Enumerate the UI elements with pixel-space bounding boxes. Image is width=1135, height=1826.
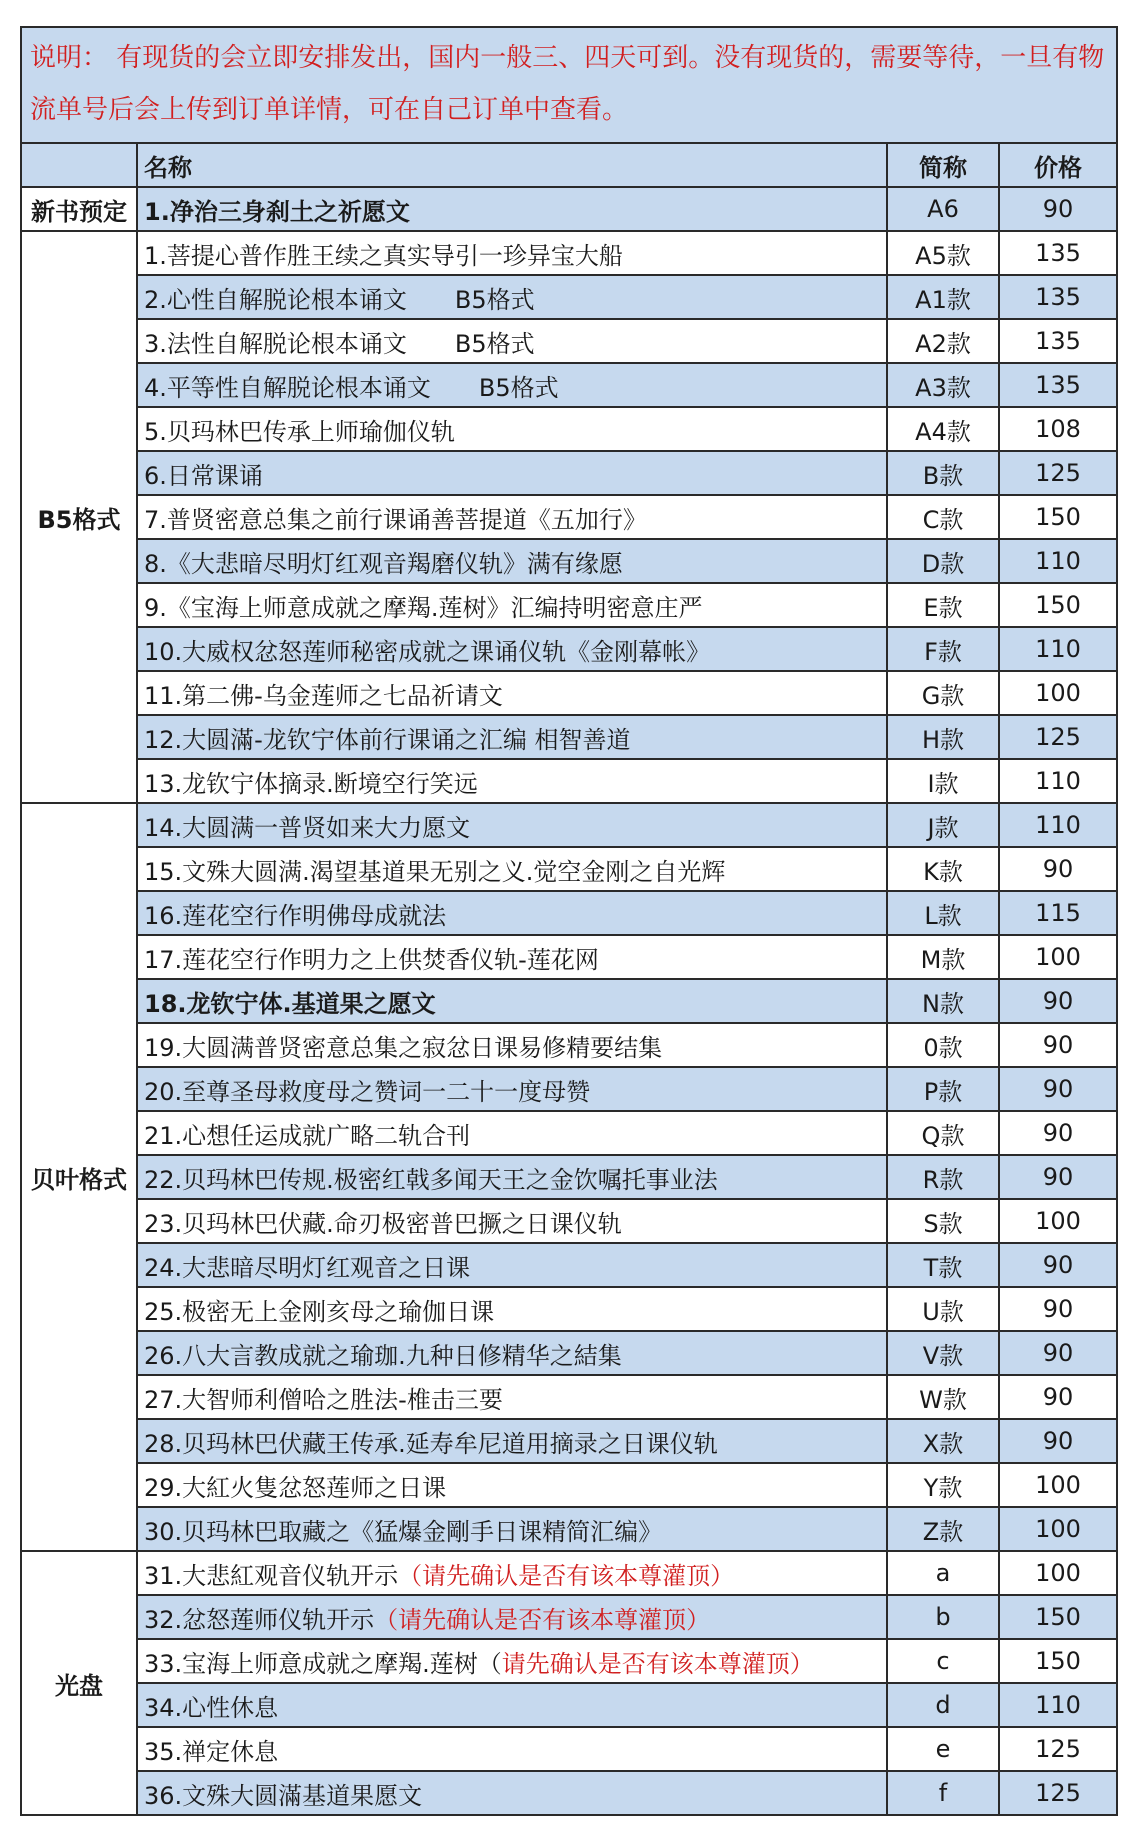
table-row [21,627,1117,671]
item-name: 22.贝玛林巴传规.极密红戟多闻天王之金饮嘱托事业法 [144,1165,718,1194]
item-format: B5格式 [454,285,535,314]
table-row [21,407,1117,451]
item-name-cell [137,1111,887,1155]
item-name: 3.法性自解脱论根本诵文 [144,329,407,358]
item-name-cell [137,847,887,891]
table-row [21,1595,1117,1639]
item-price: 90 [999,1419,1117,1463]
item-name-cell [137,803,887,847]
header-category [21,143,137,187]
table-row [21,847,1117,891]
table-row [21,539,1117,583]
category-cell: 新书预定 [21,187,137,231]
item-code: D款 [887,539,999,583]
item-price: 135 [999,231,1117,275]
item-code: M款 [887,935,999,979]
item-name-cell [137,1595,887,1639]
empowerment-warning: （请先确认是否有该本尊灌顶） [398,1561,735,1590]
item-code: W款 [887,1375,999,1419]
item-price: 90 [999,1111,1117,1155]
item-name-cell [137,935,887,979]
item-price: 90 [999,1067,1117,1111]
item-price: 150 [999,583,1117,627]
item-name-cell [137,891,887,935]
item-price: 125 [999,715,1117,759]
item-price: 125 [999,1727,1117,1771]
item-code: K款 [887,847,999,891]
item-name: 30.贝玛林巴取藏之《猛爆金剛手日课精简汇编》 [144,1517,663,1546]
item-name: 26.八大言教成就之瑜珈.九种日修精华之結集 [144,1341,622,1370]
item-name-cell [137,1155,887,1199]
table-row [21,715,1117,759]
item-code: A2款 [887,319,999,363]
item-price: 115 [999,891,1117,935]
item-code: T款 [887,1243,999,1287]
item-code: c [887,1639,999,1683]
empowerment-warning: 请先确认是否有该本尊灌顶） [501,1649,814,1678]
item-price: 90 [999,979,1117,1023]
item-code: A5款 [887,231,999,275]
item-name: 4.平等性自解脱论根本诵文 [144,373,431,402]
header-name: 名称 [137,143,887,187]
item-price: 90 [999,1375,1117,1419]
table-row [21,1287,1117,1331]
item-name-cell [137,1287,887,1331]
item-price: 125 [999,451,1117,495]
item-code: I款 [887,759,999,803]
table-row [21,275,1117,319]
item-name-cell [137,671,887,715]
item-name-cell [137,1419,887,1463]
item-name: 31.大悲紅观音仪轨开示 [144,1561,399,1590]
table-row [21,363,1117,407]
table-row [21,1551,1117,1595]
table-row [21,319,1117,363]
item-name-cell [137,583,887,627]
item-name-cell [137,363,887,407]
table-row [21,935,1117,979]
item-code: f [887,1771,999,1815]
item-price: 108 [999,407,1117,451]
item-code: A3款 [887,363,999,407]
item-name: 33.宝海上师意成就之摩羯.莲树（ [144,1649,502,1678]
table-row [21,1463,1117,1507]
price-table [20,26,1118,1816]
item-price: 100 [999,1463,1117,1507]
table-row [21,1111,1117,1155]
category-cell: 贝叶格式 [21,803,137,1551]
table-header [21,143,1117,187]
item-code: E款 [887,583,999,627]
item-name: 36.文殊大圆滿基道果愿文 [144,1781,423,1810]
item-code: A4款 [887,407,999,451]
item-name-cell [137,979,887,1023]
item-name: 18.龙钦宁体.基道果之愿文 [144,989,436,1018]
item-code: L款 [887,891,999,935]
item-code: d [887,1683,999,1727]
item-name: 20.至尊圣母救度母之赞词一二十一度母赞 [144,1077,591,1106]
item-code: b [887,1595,999,1639]
item-price: 90 [999,1243,1117,1287]
item-code: 0款 [887,1023,999,1067]
item-name-cell [137,1243,887,1287]
item-code: U款 [887,1287,999,1331]
price-list [20,26,1116,1816]
item-format: B5格式 [478,373,559,402]
item-name-cell [137,1507,887,1551]
item-name: 32.忿怒莲师仪轨开示 [144,1605,375,1634]
item-code: C款 [887,495,999,539]
item-name: 15.文殊大圆满.渴望基道果无别之义.觉空金刚之自光辉 [144,857,726,886]
item-price: 90 [999,1331,1117,1375]
item-name: 27.大智师利僧哈之胜法-椎击三要 [144,1385,503,1414]
item-price: 110 [999,1683,1117,1727]
item-name: 34.心性休息 [144,1693,279,1722]
table-row [21,1243,1117,1287]
item-name: 35.禅定休息 [144,1737,279,1766]
item-price: 100 [999,671,1117,715]
item-name: 5.贝玛林巴传承上师瑜伽仪轨 [144,417,455,446]
item-format: B5格式 [454,329,535,358]
item-price: 150 [999,1639,1117,1683]
item-price: 100 [999,1551,1117,1595]
item-name-cell [137,1551,887,1595]
table-row [21,759,1117,803]
item-code: N款 [887,979,999,1023]
item-price: 90 [999,847,1117,891]
item-name-cell [137,627,887,671]
item-name: 14.大圆满一普贤如来大力愿文 [144,813,471,842]
item-name: 2.心性自解脱论根本诵文 [144,285,407,314]
item-code: H款 [887,715,999,759]
item-name: 24.大悲暗尽明灯红观音之日课 [144,1253,471,1282]
item-price: 110 [999,803,1117,847]
table-row [21,803,1117,847]
item-name-cell [137,187,887,231]
item-code: R款 [887,1155,999,1199]
item-code: X款 [887,1419,999,1463]
item-name: 6.日常课诵 [144,461,263,490]
item-price: 110 [999,539,1117,583]
item-code: e [887,1727,999,1771]
category-cell: 光盘 [21,1551,137,1815]
item-code: a [887,1551,999,1595]
item-name: 23.贝玛林巴伏藏.命刃极密普巴撅之日课仪轨 [144,1209,622,1238]
item-name-cell [137,759,887,803]
item-code: B款 [887,451,999,495]
item-code: J款 [887,803,999,847]
category-cell: B5格式 [21,231,137,803]
item-name: 17.莲花空行作明力之上供焚香仪轨-莲花网 [144,945,599,974]
table-row [21,671,1117,715]
item-price: 100 [999,1199,1117,1243]
table-row [21,1199,1117,1243]
table-row [21,1023,1117,1067]
item-name: 7.普贤密意总集之前行课诵善菩提道《五加行》 [144,505,647,534]
item-code: Y款 [887,1463,999,1507]
item-price: 90 [999,1023,1117,1067]
item-code: S款 [887,1199,999,1243]
item-name: 13.龙钦宁体摘录.断境空行笑远 [144,769,478,798]
table-row [21,1507,1117,1551]
table-row [21,891,1117,935]
item-code: A6 [887,187,999,231]
item-name-cell [137,1199,887,1243]
table-row [21,1375,1117,1419]
item-name-cell [137,1331,887,1375]
item-name: 9.《宝海上师意成就之摩羯.莲树》汇编持明密意庄严 [144,593,703,622]
notice-text: 说明： 有现货的会立即安排发出，国内一般三、四天可到。没有现货的，需要等待，一旦有物流单号后会上传到订单详情，可在自己订单中查看。 [21,27,1117,143]
item-price: 100 [999,1507,1117,1551]
item-price: 90 [999,187,1117,231]
item-price: 150 [999,1595,1117,1639]
item-name-cell [137,1023,887,1067]
item-price: 135 [999,319,1117,363]
item-code: Q款 [887,1111,999,1155]
item-name-cell [137,1639,887,1683]
item-name-cell [137,1067,887,1111]
item-name: 12.大圆滿-龙钦宁体前行课诵之汇编 相智善道 [144,725,631,754]
item-price: 125 [999,1771,1117,1815]
item-code: P款 [887,1067,999,1111]
item-name-cell [137,319,887,363]
item-name-cell [137,1727,887,1771]
item-name: 16.莲花空行作明佛母成就法 [144,901,447,930]
table-row [21,1727,1117,1771]
item-name: 21.心想任运成就广略二轨合刊 [144,1121,471,1150]
table-row [21,1067,1117,1111]
item-price: 90 [999,1155,1117,1199]
item-code: F款 [887,627,999,671]
item-name: 29.大紅火隻忿怒莲师之日课 [144,1473,447,1502]
item-name-cell [137,1683,887,1727]
item-price: 110 [999,627,1117,671]
item-price: 150 [999,495,1117,539]
table-row [21,1683,1117,1727]
table-row [21,583,1117,627]
item-price: 110 [999,759,1117,803]
item-name: 28.贝玛林巴伏藏王传承.延寿牟尼道用摘录之日课仪轨 [144,1429,718,1458]
header-price: 价格 [999,143,1117,187]
item-price: 90 [999,1287,1117,1331]
item-name-cell [137,407,887,451]
item-name-cell [137,231,887,275]
item-name-cell [137,715,887,759]
item-price: 135 [999,363,1117,407]
item-name-cell [137,275,887,319]
table-row [21,979,1117,1023]
table-row [21,187,1117,231]
item-name-cell [137,451,887,495]
item-name: 8.《大悲暗尽明灯红观音羯磨仪轨》满有缘愿 [144,549,623,578]
table-row [21,1639,1117,1683]
item-code: G款 [887,671,999,715]
item-name: 1.净治三身刹土之祈愿文 [144,197,410,226]
item-name: 19.大圆满普贤密意总集之寂忿日课易修精要结集 [144,1033,663,1062]
item-name-cell [137,539,887,583]
table-row [21,1331,1117,1375]
item-price: 100 [999,935,1117,979]
item-name: 25.极密无上金刚亥母之瑜伽日课 [144,1297,495,1326]
item-name-cell [137,495,887,539]
table-row [21,1771,1117,1815]
item-code: V款 [887,1331,999,1375]
header-code: 简称 [887,143,999,187]
empowerment-warning: （请先确认是否有该本尊灌顶） [374,1605,711,1634]
item-name-cell [137,1771,887,1815]
item-code: Z款 [887,1507,999,1551]
item-price: 135 [999,275,1117,319]
item-name: 1.菩提心普作胜王续之真实导引一珍异宝大船 [144,241,623,270]
item-code: A1款 [887,275,999,319]
table-row [21,231,1117,275]
table-row [21,451,1117,495]
table-row [21,495,1117,539]
table-row [21,1155,1117,1199]
item-name-cell [137,1375,887,1419]
item-name-cell [137,1463,887,1507]
table-row [21,1419,1117,1463]
item-name: 10.大威权忿怒莲师秘密成就之课诵仪轨《金刚幕帐》 [144,637,711,666]
item-name: 11.第二佛-乌金莲师之七品祈请文 [144,681,503,710]
